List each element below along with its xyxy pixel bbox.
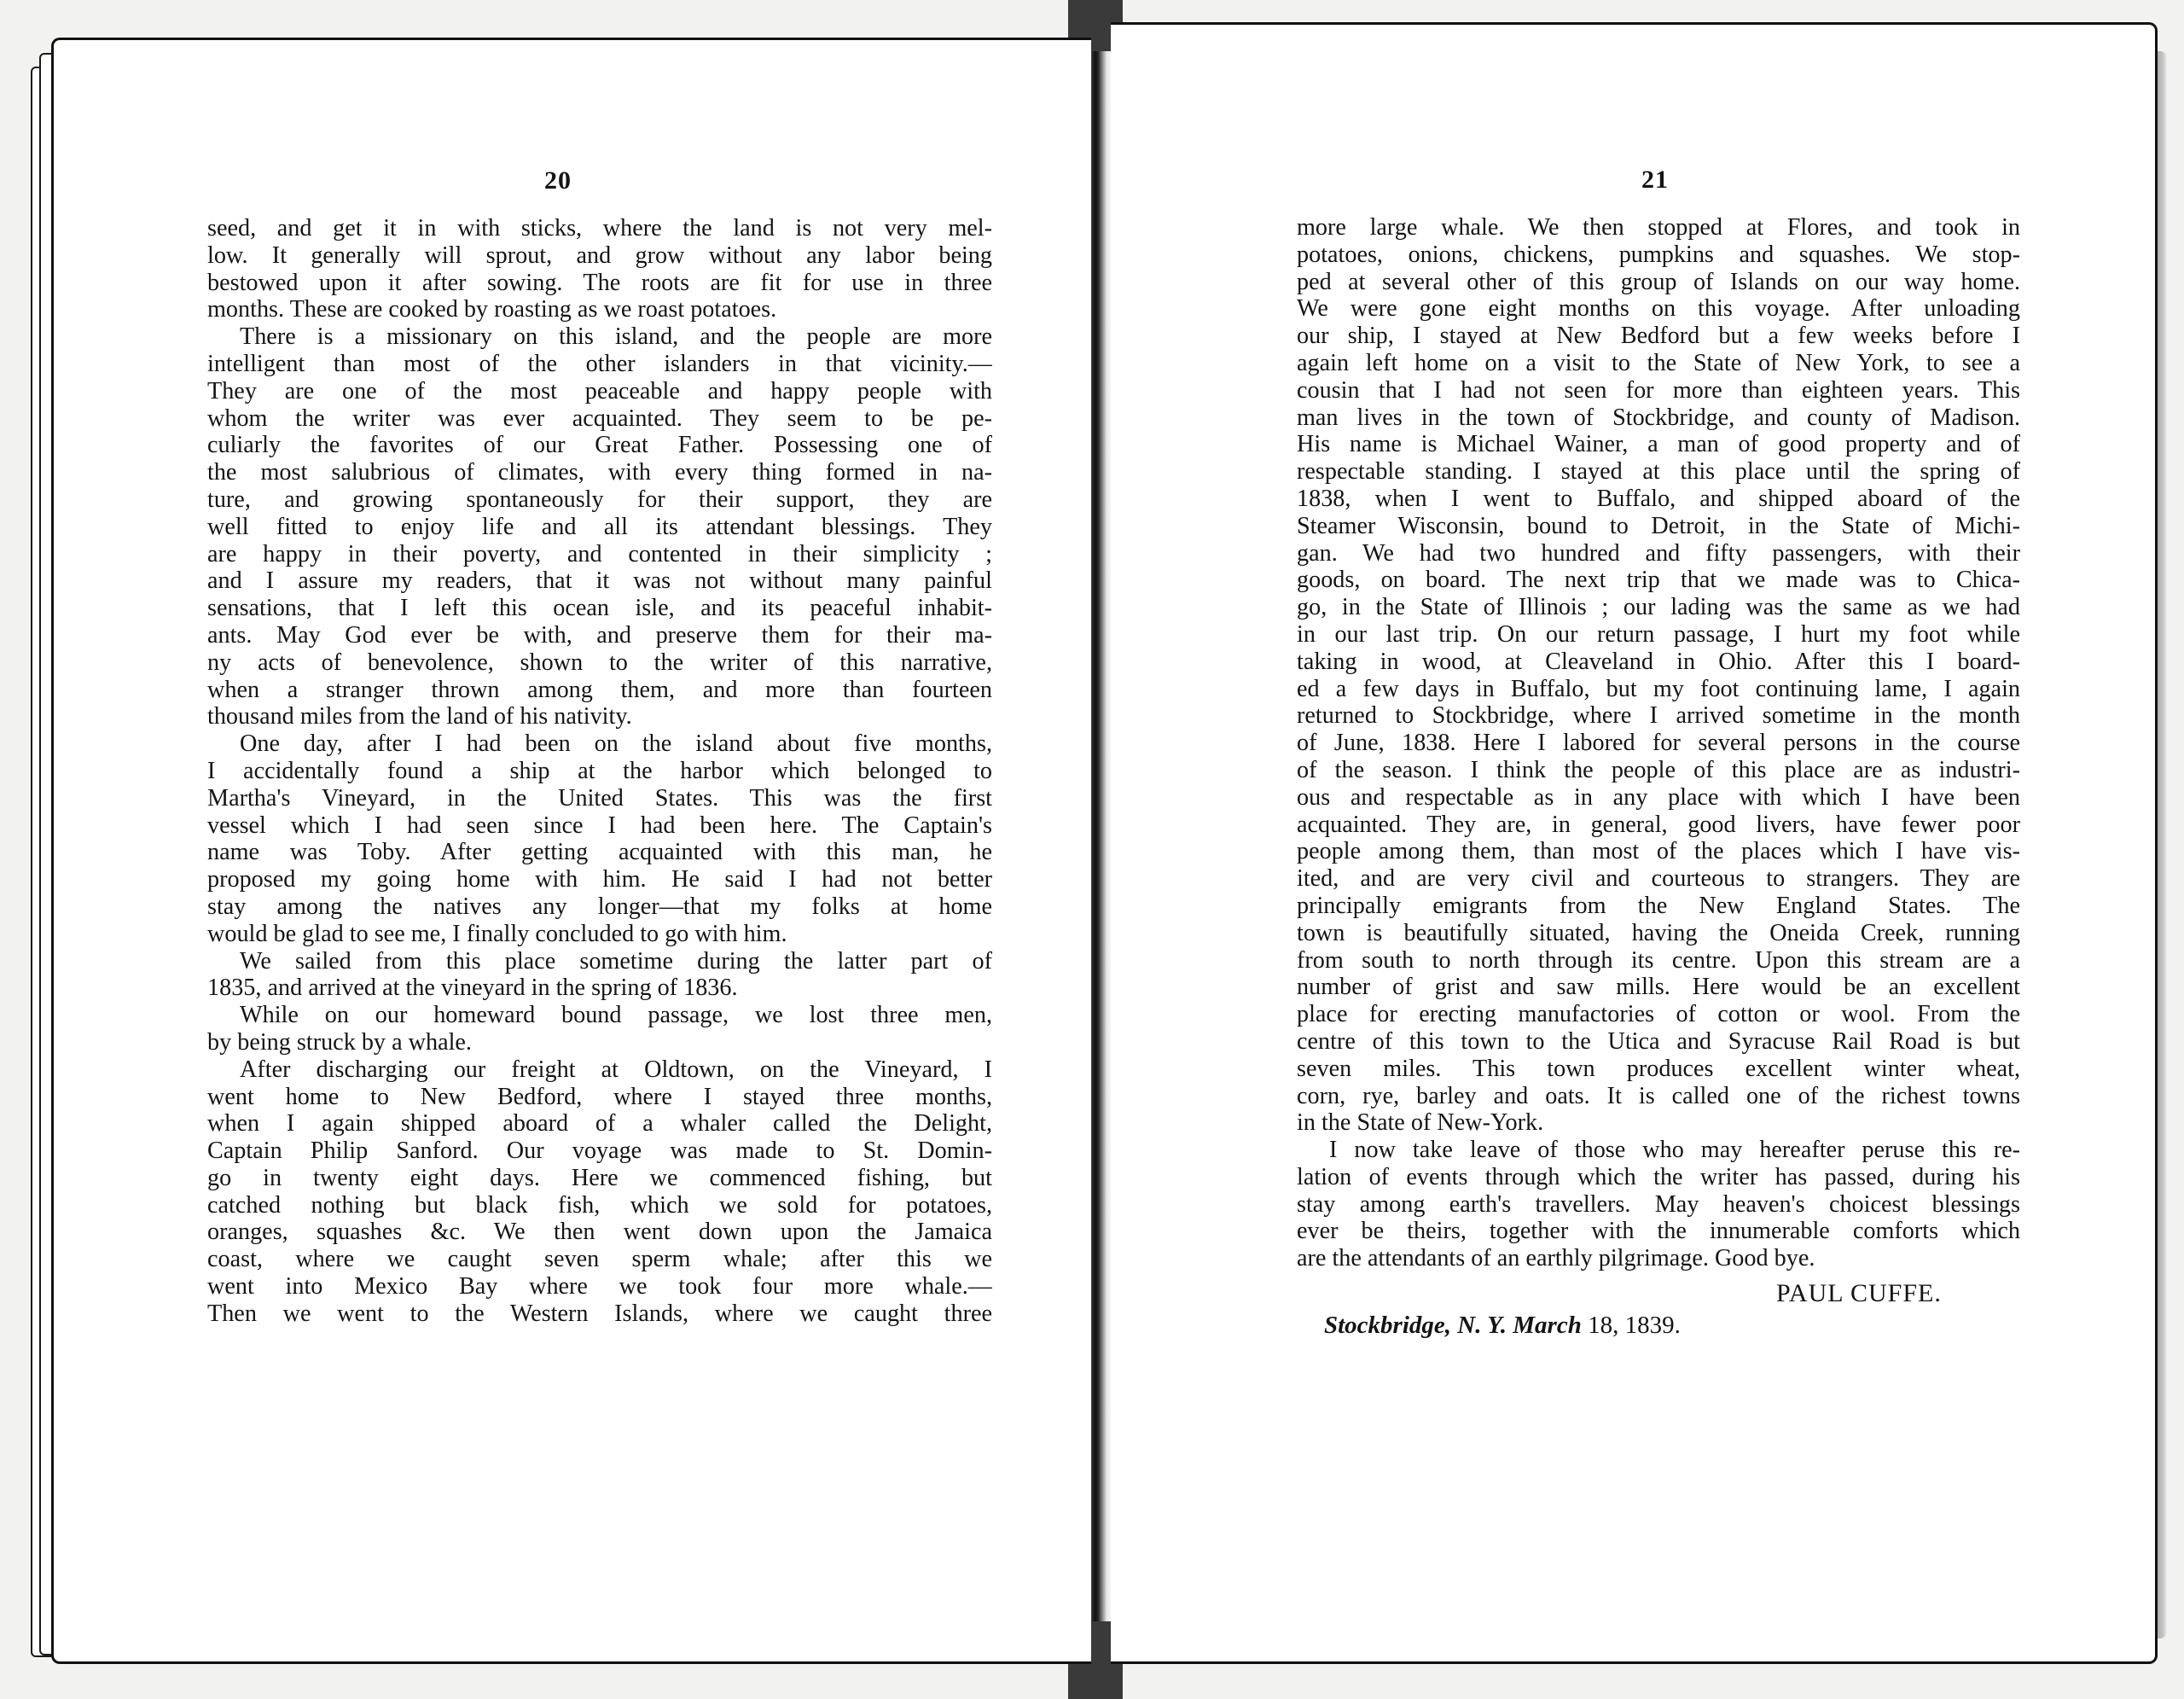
text-line: go in twenty eight days. Here we commenced fishing, but <box>207 1164 992 1191</box>
text-line: proposed my going home with him. He said I had not better <box>207 866 992 893</box>
text-line: by being struck by a whale. <box>207 1028 472 1056</box>
text-line: months. These are cooked by roasting as we roast potatoes. <box>207 296 777 323</box>
text-line: when a stranger thrown among them, and more than fourteen <box>207 676 992 703</box>
text-line: One day, after I had been on the island about five months, <box>240 730 992 758</box>
text-line: acquainted. They are, in general, good livers, have fewer poor <box>1297 811 2020 838</box>
text-line: when I again shipped aboard of a whaler called the Delight, <box>207 1110 992 1138</box>
text-line: ny acts of benevolence, shown to the writer of this narrative, <box>207 649 992 676</box>
text-line: corn, rye, barley and oats. It is called one of the richest towns <box>1297 1082 2020 1109</box>
text-line: Martha's Vineyard, in the United States. This was the first <box>207 784 992 812</box>
text-line: ed a few days in Buffalo, but my foot continuing lame, I again <box>1297 675 2020 702</box>
text-line: stay among the natives any longer—that my folks at home <box>207 893 992 920</box>
text-line: well fitted to enjoy life and all its attendant blessings. They <box>207 513 992 540</box>
text-line: name was Toby. After getting acquainted with this man, he <box>207 839 992 866</box>
text-line: more large whale. We then stopped at Flores, and took in <box>1297 214 2020 241</box>
text-line: taking in wood, at Cleaveland in Ohio. After this I board- <box>1297 648 2020 675</box>
signature: PAUL CUFFE. <box>1776 1279 1942 1307</box>
text-line: went home to New Bedford, where I stayed three months, <box>207 1083 992 1110</box>
text-line: principally emigrants from the New England States. The <box>1297 892 2020 919</box>
text-line: 1838, when I went to Buffalo, and shipped aboard of the <box>1297 485 2020 512</box>
text-line: lation of events through which the writer has passed, during his <box>1297 1163 2020 1190</box>
text-line: town is beautifully situated, having the Oneida Creek, running <box>1297 919 2020 946</box>
text-line: of the season. I think the people of this place are as industri- <box>1297 756 2020 783</box>
text-line: the most salubrious of climates, with every thing formed in na- <box>207 459 992 486</box>
text-line: went into Mexico Bay where we took four more whale.— <box>207 1273 992 1300</box>
text-line: seven miles. This town produces excellent winter wheat, <box>1297 1055 2020 1082</box>
text-line: 1835, and arrived at the vineyard in the spring of 1836. <box>207 975 738 1002</box>
text-line: number of grist and saw mills. Here would be an excellent <box>1297 974 2020 1001</box>
text-line: people among them, than most of the places which I have vis- <box>1297 838 2020 865</box>
text-line: We sailed from this place sometime during the latter part of <box>240 947 992 975</box>
text-line: respectable standing. I stayed at this place until the spring of <box>1297 458 2020 486</box>
text-line: in our last trip. On our return passage, I hurt my foot while <box>1297 620 2020 648</box>
text-line: ants. May God ever be with, and preserve them for their ma- <box>207 621 992 649</box>
text-line: would be glad to see me, I finally concluded to go with him. <box>207 920 787 947</box>
text-line: are happy in their poverty, and contented in their simplicity ; <box>207 540 992 567</box>
text-line: centre of this town to the Utica and Syracuse Rail Road is but <box>1297 1027 2020 1055</box>
text-line: intelligent than most of the other islanders in that vicinity.— <box>207 350 992 377</box>
text-line: While on our homeward bound passage, we lost three men, <box>240 1002 992 1029</box>
text-line: seed, and get it in with sticks, where the land is not very mel- <box>207 215 992 241</box>
text-line: potatoes, onions, chickens, pumpkins and squashes. We stop- <box>1297 241 2020 268</box>
text-line: I accidentally found a ship at the harbor which belonged to <box>207 757 992 784</box>
text-line: oranges, squashes &c. We then went down upon the Jamaica <box>207 1219 992 1246</box>
text-line: bestowed upon it after sowing. The roots are fit for use in three <box>207 269 992 296</box>
text-line: coast, where we caught seven sperm whale; after this we <box>207 1246 992 1273</box>
text-line: gan. We had two hundred and fifty passengers, with their <box>1297 539 2020 567</box>
text-line: are the attendants of an earthly pilgrimage. Good bye. <box>1297 1245 1815 1272</box>
text-line: They are one of the most peaceable and happy people with <box>207 377 992 404</box>
dateline <box>1324 1312 1681 1340</box>
dateline-place: Stockbridge, N. Y. March <box>1324 1312 1582 1339</box>
text-line: thousand miles from the land of his nativity. <box>207 703 632 730</box>
right-page <box>1111 22 2158 1664</box>
page-number: 20 <box>544 166 572 195</box>
text-line: Then we went to the Western Islands, where we caught three <box>207 1300 992 1327</box>
text-line: and I assure my readers, that it was not without many painful <box>207 567 992 595</box>
text-line: cousin that I had not seen for more than eighteen years. This <box>1297 376 2020 404</box>
text-line: There is a missionary on this island, and the people are more <box>240 323 992 351</box>
text-line: His name is Michael Wainer, a man of good property and of <box>1297 431 2020 458</box>
text-line: place for erecting manufactories of cotton or wool. From the <box>1297 1001 2020 1028</box>
right-page-text <box>1297 214 2020 1272</box>
dateline-date: 18, 1839. <box>1588 1312 1681 1339</box>
text-line: ped at several other of this group of Islands on our way home. <box>1297 268 2020 295</box>
text-line: returned to Stockbridge, where I arrived sometime in the month <box>1297 702 2020 730</box>
text-line: We were gone eight months on this voyage. After unloading <box>1297 295 2020 323</box>
text-line: ited, and are very civil and courteous to strangers. They are <box>1297 865 2020 893</box>
text-line: man lives in the town of Stockbridge, and county of Madison. <box>1297 404 2020 431</box>
text-line: Captain Philip Sanford. Our voyage was made to St. Domin- <box>207 1138 992 1165</box>
text-line: ous and respectable as in any place with which I have been <box>1297 783 2020 811</box>
text-line: in the State of New-York. <box>1297 1109 1544 1137</box>
page-number: 21 <box>1641 166 1669 194</box>
text-line: our ship, I stayed at New Bedford but a few weeks before I <box>1297 323 2020 350</box>
text-line: go, in the State of Illinois ; our lading was the same as we had <box>1297 594 2020 621</box>
text-line: sensations, that I left this ocean isle, and its peaceful inhabit- <box>207 595 992 622</box>
text-line: catched nothing but black fish, which we sold for potatoes, <box>207 1191 992 1219</box>
left-page-text <box>207 215 992 1328</box>
text-line: again left home on a visit to the State of New York, to see a <box>1297 349 2020 376</box>
text-line: culiarly the favorites of our Great Father. Possessing one of <box>207 432 992 459</box>
text-line: I now take leave of those who may hereafter peruse this re- <box>1329 1137 2020 1164</box>
text-line: whom the writer was ever acquainted. They seem to be pe- <box>207 404 992 432</box>
text-line: After discharging our freight at Oldtown, on the Vineyard, I <box>240 1056 992 1083</box>
text-line: vessel which I had seen since I had been here. The Captain's <box>207 812 992 839</box>
text-line: ture, and growing spontaneously for their support, they are <box>207 486 992 513</box>
text-line: of June, 1838. Here I labored for several persons in the course <box>1297 730 2020 757</box>
text-line: from south to north through its centre. Upon this stream are a <box>1297 946 2020 974</box>
text-line: goods, on board. The next trip that we made was to Chica- <box>1297 567 2020 594</box>
text-line: stay among earth's travellers. May heaven's choicest blessings <box>1297 1190 2020 1218</box>
text-line: low. It generally will sprout, and grow without any labor being <box>207 241 992 269</box>
text-line: ever be theirs, together with the innumerable comforts which <box>1297 1218 2020 1245</box>
text-line: Steamer Wisconsin, bound to Detroit, in the State of Michi- <box>1297 512 2020 539</box>
left-page <box>51 38 1091 1664</box>
